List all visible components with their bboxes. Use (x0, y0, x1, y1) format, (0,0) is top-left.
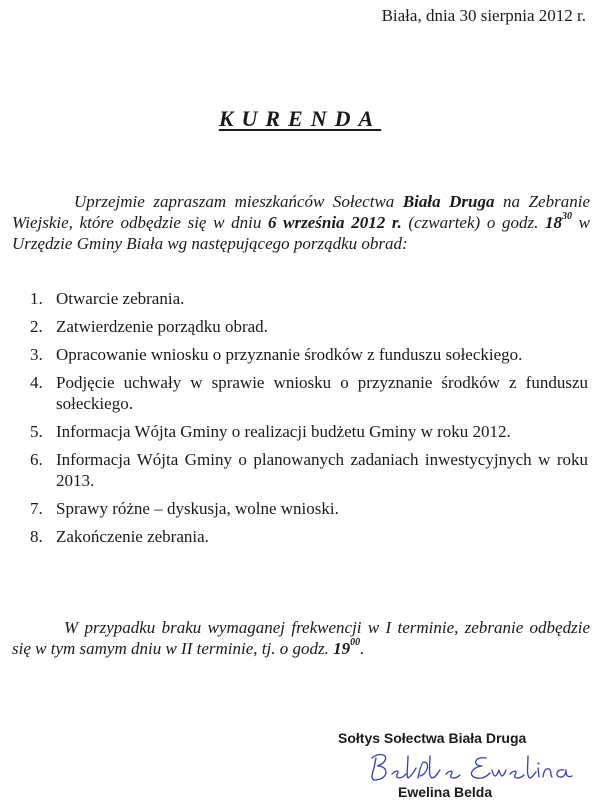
intro-text-1: Uprzejmie zapraszam mieszkańców Sołectwa (74, 192, 403, 211)
meeting-minutes: 30 (562, 211, 573, 223)
intro-text-4: w Urzędzie Gminy Biała wg następującego porządku obrad: (12, 213, 591, 253)
agenda-text: Zakończenie zebrania. (56, 527, 209, 546)
agenda-item (30, 344, 588, 365)
handwritten-signature (364, 748, 584, 788)
agenda-item (30, 449, 588, 491)
agenda-number: 3. (30, 345, 43, 364)
agenda-item (30, 372, 588, 414)
second-term-hour: 19 (333, 639, 351, 658)
meeting-hour: 18 (545, 213, 563, 232)
agenda-number: 5. (30, 422, 43, 441)
signatory-role: Sołtys Sołectwa Biała Druga (338, 730, 527, 746)
agenda-text: Zatwierdzenie porządku obrad. (56, 317, 268, 336)
meeting-date: 6 września 2012 r. (267, 213, 402, 232)
second-term-minutes: 00 (350, 637, 361, 649)
agenda-item (30, 498, 588, 519)
agenda-text: Opracowanie wniosku o przyznanie środków z funduszu sołeckiego. (56, 345, 523, 364)
agenda-number: 4. (30, 373, 43, 392)
agenda-number: 2. (30, 317, 43, 336)
date-line: Biała, dnia 30 sierpnia 2012 r. (381, 6, 586, 25)
meeting-time (545, 213, 572, 232)
agenda-text: Informacja Wójta Gminy o realizacji budżetu Gminy w roku 2012. (56, 422, 511, 441)
second-term-time (333, 639, 360, 658)
agenda-text: Sprawy różne – dyskusja, wolne wnioski. (56, 499, 339, 518)
village-name: Biała Druga (402, 192, 495, 211)
document-title: KURENDA (218, 106, 382, 131)
agenda-number: 7. (30, 499, 43, 518)
agenda-text: Podjęcie uchwały w sprawie wniosku o przyznanie środków z funduszu sołeckiego. (56, 373, 588, 413)
agenda-number: 1. (30, 289, 43, 308)
agenda-item (30, 526, 588, 547)
closing-text-1: W przypadku braku wymaganej frekwencji w I terminie, zebranie odbędzie się w tym samym dniu w II terminie, tj. o godz. (12, 618, 590, 658)
agenda-text: Otwarcie zebrania. (56, 289, 185, 308)
agenda-number: 8. (30, 527, 43, 546)
agenda-text: Informacja Wójta Gminy o planowanych zadaniach inwestycyjnych w roku 2013. (56, 450, 588, 490)
agenda-number: 6. (30, 450, 43, 469)
intro-paragraph (12, 191, 590, 254)
agenda-item (30, 288, 588, 309)
intro-text-3: (czwartek) o godz. (401, 213, 546, 232)
agenda-item (30, 316, 588, 337)
agenda-item (30, 421, 588, 442)
intro-text-2: na Zebranie Wiejskie, które odbędzie się w dniu (12, 192, 590, 232)
signatory-name: Ewelina Belda (398, 784, 493, 800)
agenda-list (30, 288, 588, 554)
closing-paragraph (12, 617, 590, 659)
closing-text-2: . (360, 639, 365, 658)
